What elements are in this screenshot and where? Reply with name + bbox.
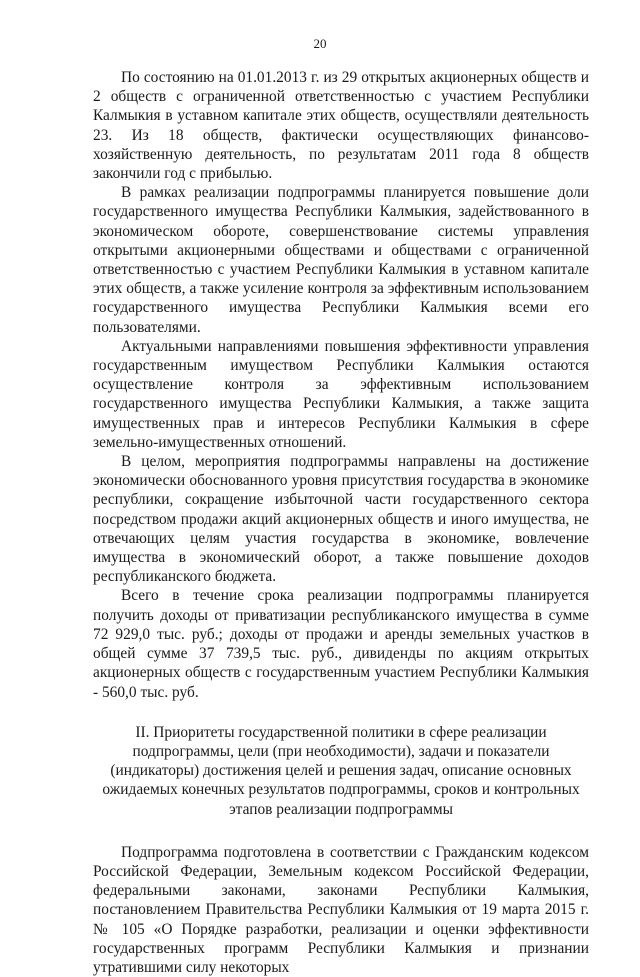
paragraph-legal-basis: Подпрограмма подготовлена в соответствии с Гражданским кодексом Российской Федерации, Земельным кодексом Российской Федерации, федеральными законами, законами Республики Калмыкия, постановлением Правительства Республики Калмыкия от 19 марта 2015 г. № 105 «О Порядке разработки, реализации и оценки эффективности государственных программ Республики Калмыкия и признании утратившими силу некоторых [93,843,589,976]
document-body [93,68,589,977]
page-number: 20 [313,36,327,51]
paragraph-priority-directions: Актуальными направлениями повышения эффективности управления государственным имуществом Республики Калмыкия остаются осуществление контроля за эффективным использованием государственного имущества Республики Калмыкия, а также защита имущественных прав и интересов Республики Калмыкия в сфере земельно-имущественных отношений. [93,337,589,451]
paragraph-subprogram-goals: В рамках реализации подпрограммы планируется повышение доли государственного имущества Республики Калмыкия, задействованного в экономическом обороте, совершенствование системы управления открытыми акционерными обществами и обществами с ограниченной ответственностью с участием Республики Калмыкия в уставном капитале этих обществ, а также усиление контроля за эффективным использованием государственного имущества Республики Калмыкия всеми его пользователями. [93,184,589,336]
paragraph-planned-revenue: Всего в течение срока реализации подпрограммы планируется получить доходы от приватизации республиканского имущества в сумме 72 929,0 тыс. руб.; доходы от продажи и аренды земельных участков в общей сумме 37 739,5 тыс. руб., дивиденды по акциям открытых акционерных обществ с государственным участием Республики Калмыкия - 560,0 тыс. руб. [93,587,589,701]
paragraph-shareholding-status: По состоянию на 01.01.2013 г. из 29 открытых акционерных обществ и 2 обществ с ограниченной ответственностью с участием Республики Калмыкия в уставном капитале этих обществ, осуществляли деятельность 23. Из 18 обществ, фактически осуществляющих финансово-хозяйственную деятельность, по результатам 2011 года 8 обществ закончили год с прибылью. [93,69,589,183]
section-heading: II. Приоритеты государственной политики в сфере реализации подпрограммы, цели (при необходимости), задачи и показатели (индикаторы) достижения целей и решения задач, описание основных ожидаемых конечных результатов подпрограммы, сроков и контрольных этапов реализации подпрограммы [102,723,580,818]
paragraph-measures-overall: В целом, мероприятия подпрограммы направлены на достижение экономически обоснованного уровня присутствия государства в экономике республики, сокращение избыточной части государственного сектора посредством продажи акций акционерных обществ и иного имущества, не отвечающих целям участия государства в экономике, вовлечение имущества в экономический оборот, а также повышение доходов республиканского бюджета. [93,453,589,586]
